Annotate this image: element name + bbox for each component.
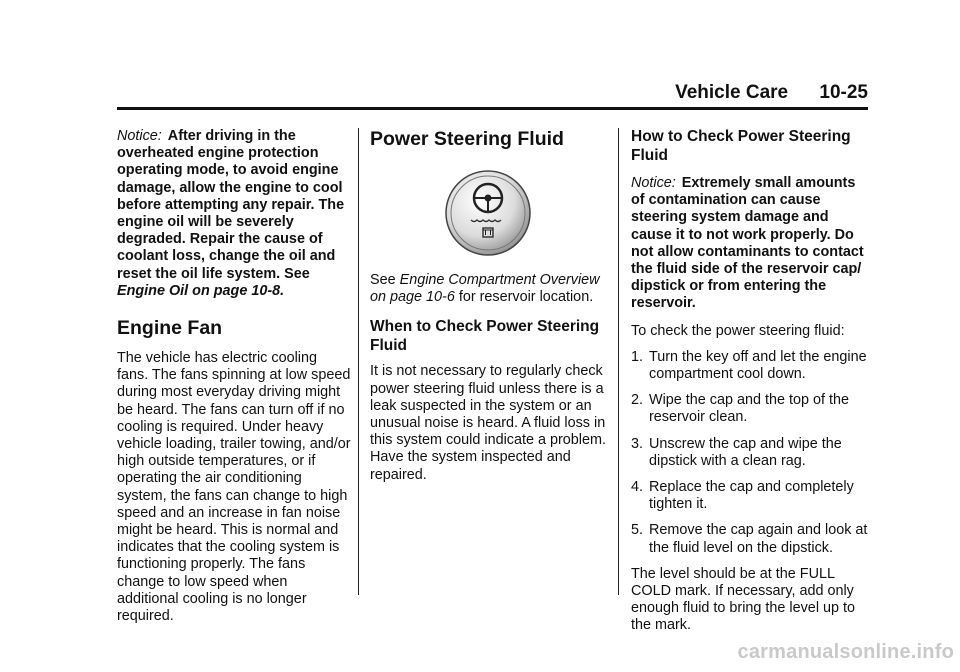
steering-notice — [631, 175, 869, 313]
column-divider-1 — [358, 128, 359, 595]
notice-label: Notice: — [117, 128, 162, 144]
power-steering-icon-wrap — [370, 168, 606, 258]
check-steps — [631, 349, 869, 557]
when-to-check-text: It is not necessary to regularly check power steering fluid unless there is a leak suspected in the system or an unusual noise is heard. A fluid loss in this system could indicate a problem. Have the system inspected and repaired. — [370, 363, 606, 483]
engine-oil-link[interactable]: Engine Oil on page 10-8. — [117, 282, 285, 299]
engine-fan-text: The vehicle has electric cooling fans. The fans spinning at low speed during most everyday driving might be heard. The fans can turn off if no cooling is required. Under heavy vehicle loading, trailer towing, and/or high outside temperatures, or if operating the air conditioning system, the fans can change to high speed and an increase in fan noise might be heard. This is normal and indicates that the cooling system is functioning properly. The fans change to low speed when additional cooling is no longer required. — [117, 350, 351, 625]
see-reference — [370, 272, 606, 306]
notice-text: Extremely small amounts of contamination can cause steering system damage and cause it to not work properly. Do not allow contaminants to contact the fluid side of the reservoir cap/ dipstick or from entering the reservoir. — [631, 175, 864, 312]
when-to-check-heading: When to Check Power Steering Fluid — [370, 318, 600, 354]
how-to-check-heading: How to Check Power Steering Fluid — [631, 128, 851, 164]
power-steering-heading: Power Steering Fluid — [370, 128, 564, 150]
see-suffix: for reservoir location. — [458, 289, 594, 306]
column-divider-2 — [618, 128, 619, 595]
engine-fan-heading: Engine Fan — [117, 317, 223, 340]
list-item: 4. Replace the cap and completely tighten it. — [631, 479, 854, 513]
engine-notice — [117, 128, 351, 300]
level-note: The level should be at the FULL COLD mark. If necessary, add only enough fluid to bring the level up to the mark. — [631, 565, 856, 634]
power-steering-fluid-icon — [443, 168, 533, 258]
list-item: 2. Wipe the cap and the top of the reservoir clean. — [631, 392, 850, 426]
see-prefix: See — [370, 272, 396, 288]
notice-text: After driving in the overheated engine protection operating mode, to avoid engine damage, allow the engine to cool before attempting any repair. The engine oil will be severely degraded. Repair the cause of coolant loss, change the oil and reset the oil life system. See — [117, 128, 345, 282]
list-item: 3. Unscrew the cap and wipe the dipstick with a clean rag. — [631, 435, 842, 469]
column-2 — [370, 128, 606, 484]
section-title: Vehicle Care — [675, 82, 789, 103]
column-1 — [117, 128, 351, 625]
header-rule — [117, 107, 868, 110]
page-number: 10-25 — [819, 82, 868, 103]
list-item: 5. Remove the cap again and look at the fluid level on the dipstick. — [631, 522, 868, 556]
engine-compartment-link[interactable]: Engine Compartment Overview on page 10-6 — [370, 272, 600, 306]
page-header — [675, 82, 868, 104]
watermark: carmanualsonline.info — [737, 641, 954, 663]
notice-label: Notice: — [631, 175, 676, 191]
column-3 — [631, 128, 869, 635]
check-intro: To check the power steering fluid: — [631, 322, 845, 339]
list-item: 1. Turn the key off and let the engine compartment cool down. — [631, 348, 867, 383]
